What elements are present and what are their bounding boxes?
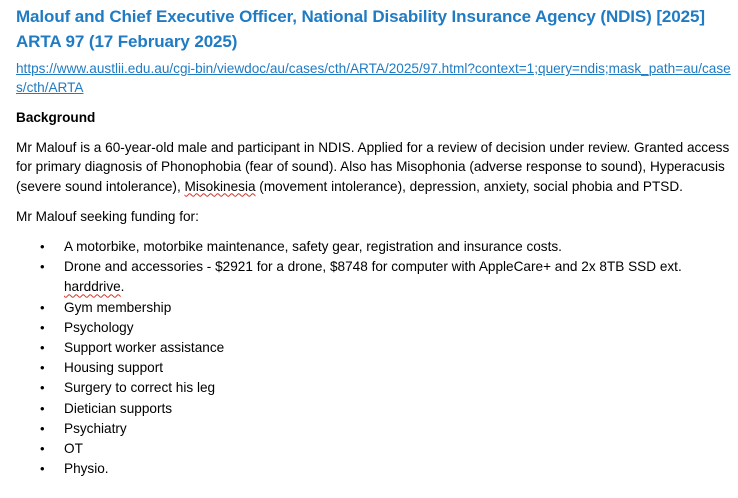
bullet-icon: • <box>40 380 45 396</box>
list-item <box>16 459 732 479</box>
bullet-icon: • <box>40 319 45 335</box>
bullet-icon: • <box>40 420 45 436</box>
list-item-text: Surgery to correct his leg <box>64 380 216 396</box>
list-item <box>16 378 732 398</box>
background-paragraph <box>16 138 732 196</box>
list-item-text: Drone and accessories - $2921 for a drone, $8748 for computer with AppleCare+ and 2x 8TB SSD ext. <box>64 259 682 275</box>
paragraph-text-part1: Mr Malouf is a 60-year-old male and participant in NDIS. Applied for a review of decision under review. Granted access for primary diagnosis of Phonophobia (fear of sound). Also has Misophonia (adverse response to sound), Hyperacusis (severe sound intolerance), <box>16 140 730 194</box>
list-item-text: Housing support <box>64 360 163 376</box>
document-title: Malouf and Chief Executive Officer, National Disability Insurance Agency (NDIS) [2025] ARTA 97 (17 February 2025) <box>16 7 705 51</box>
funding-list <box>16 237 732 479</box>
bullet-icon: • <box>40 299 45 315</box>
list-item-text: Psychiatry <box>64 420 127 436</box>
bullet-icon: • <box>40 339 45 355</box>
document-body <box>16 4 732 479</box>
bullet-icon: • <box>40 461 45 477</box>
list-item <box>16 399 732 419</box>
bullet-icon: • <box>40 259 45 275</box>
list-item-text: Psychology <box>64 319 134 335</box>
bullet-icon: • <box>40 360 45 376</box>
list-item <box>16 237 732 257</box>
list-item <box>16 257 732 297</box>
paragraph-text-part2: (movement intolerance), depression, anxiety, social phobia and PTSD. <box>255 178 683 194</box>
bullet-icon: • <box>40 440 45 456</box>
bullet-icon: • <box>40 238 45 254</box>
list-item <box>16 298 732 318</box>
list-item <box>16 439 732 459</box>
bullet-icon: • <box>40 400 45 416</box>
list-item <box>16 358 732 378</box>
list-item <box>16 338 732 358</box>
list-item-text: A motorbike, motorbike maintenance, safety gear, registration and insurance costs. <box>64 238 562 254</box>
section-heading-background: Background <box>16 110 96 125</box>
funding-intro: Mr Malouf seeking funding for: <box>16 208 199 224</box>
list-item <box>16 419 732 439</box>
list-item-text: Physio. <box>64 461 109 477</box>
list-item-text-end: . <box>120 279 125 295</box>
list-item <box>16 318 732 338</box>
source-link[interactable]: https://www.austlii.edu.au/cgi-bin/viewdoc/au/cases/cth/ARTA/2025/97.html?context=1;query=ndis;mask_path=au/cases/cth/ARTA <box>16 61 731 95</box>
list-item-text: OT <box>64 440 83 456</box>
list-item-text: Dietician supports <box>64 400 173 416</box>
misspelled-word-harddrive[interactable]: harddrive <box>64 279 121 295</box>
misspelled-word-misokinesia[interactable]: Misokinesia <box>184 178 256 194</box>
list-item-text: Gym membership <box>64 299 172 315</box>
list-item-text: Support worker assistance <box>64 339 225 355</box>
